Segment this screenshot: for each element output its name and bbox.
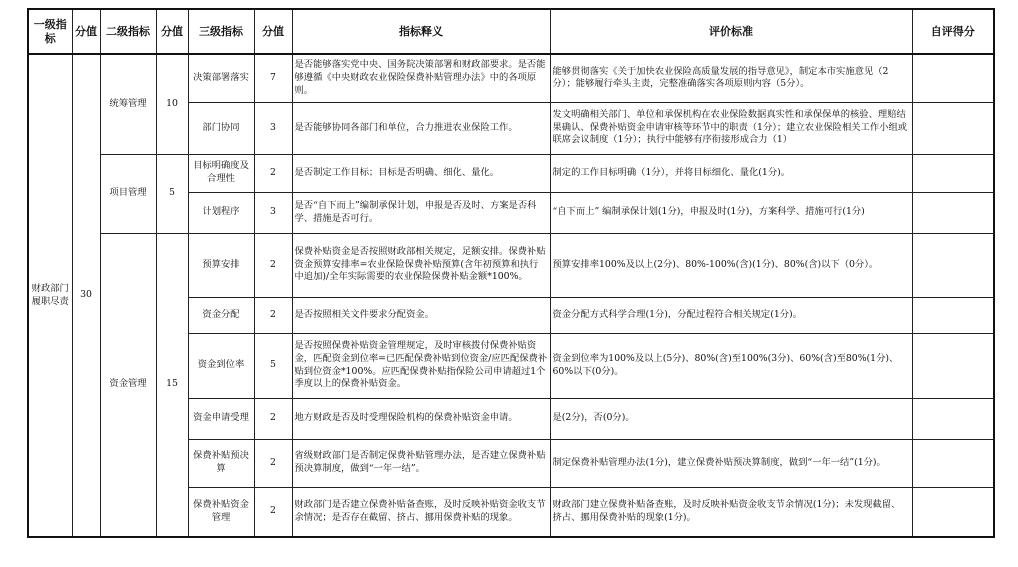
header-criteria: 评价标准 [550, 9, 912, 54]
row-definition: 是否能够协同各部门和单位，合力推进农业保险工作。 [292, 102, 550, 154]
row-criteria: 能够贯彻落实《关于加快农业保险高质量发展的指导意见》，制定本市实施意见（2分）；能够履行牵头主责，完整准确落实各项原则内容（5分）。 [550, 54, 912, 102]
row-name: 保费补贴预决算 [188, 439, 254, 487]
row-definition: 是否能够落实党中央、国务院决策部署和财政部要求。是否能够遵循《中央财政农业保险保费补贴管理办法》中的各项原则。 [292, 54, 550, 102]
row-score: 2 [254, 233, 292, 297]
table-row [28, 54, 994, 102]
row-score: 2 [254, 439, 292, 487]
row-definition: 是否制定工作目标；目标是否明确、细化、量化。 [292, 154, 550, 192]
self-score-cell[interactable] [912, 398, 994, 439]
self-score-cell[interactable] [912, 102, 994, 154]
group-score: 15 [156, 233, 188, 537]
table-row [28, 233, 994, 297]
group-name: 统筹管理 [100, 54, 156, 154]
row-definition: 地方财政是否及时受理保险机构的保费补贴资金申请。 [292, 398, 550, 439]
self-score-cell[interactable] [912, 233, 994, 297]
self-score-cell[interactable] [912, 439, 994, 487]
group-name: 项目管理 [100, 154, 156, 233]
row-criteria: “自下而上” 编制承保计划(1分)，申报及时(1分)，方案科学、措施可行(1分) [550, 192, 912, 233]
row-definition: 保费补贴资金是否按照财政部相关规定，足额安排。保费补贴资金预算安排率=农业保险保费补贴预算(含年初预算和执行中追加)/全年实际需要的农业保险保费补贴金额*100%。 [292, 233, 550, 297]
header-level3: 三级指标 [188, 9, 254, 54]
row-criteria: 资金分配方式科学合理(1分)，分配过程符合相关规定(1分)。 [550, 297, 912, 333]
table-row [28, 154, 994, 192]
row-criteria: 资金到位率为100%及以上(5分)、80%(含)至100%(3分)、60%(含)至80%(1分)、60%以下(0分)。 [550, 333, 912, 398]
row-name: 计划程序 [188, 192, 254, 233]
row-definition: 是否按照相关文件要求分配资金。 [292, 297, 550, 333]
row-criteria: 预算安排率100%及以上(2分)、80%-100%(含)(1分)、80%(含)以下（0分）。 [550, 233, 912, 297]
row-name: 目标明确度及合理性 [188, 154, 254, 192]
level1-score: 30 [72, 54, 100, 537]
row-definition: 财政部门是否建立保费补贴备查账，及时反映补贴资金收支节余情况；是否存在截留、挤占、挪用保费补贴的现象。 [292, 487, 550, 537]
group-score: 10 [156, 54, 188, 154]
level1-name: 财政部门履职尽责 [28, 54, 72, 537]
row-criteria: 制定保费补贴管理办法(1分)，建立保费补贴预决算制度，做到“一年一结”(1分)。 [550, 439, 912, 487]
header-level2: 二级指标 [100, 9, 156, 54]
row-score: 2 [254, 297, 292, 333]
row-criteria: 财政部门建立保费补贴备查账，及时反映补贴资金收支节余情况(1分)；未发现截留、挤占、挪用保费补贴的现象(1分)。 [550, 487, 912, 537]
row-name: 保费补贴资金管理 [188, 487, 254, 537]
row-score: 7 [254, 54, 292, 102]
row-score: 3 [254, 192, 292, 233]
header-definition: 指标释义 [292, 9, 550, 54]
self-score-cell[interactable] [912, 54, 994, 102]
group-name: 资金管理 [100, 233, 156, 537]
row-name: 部门协同 [188, 102, 254, 154]
row-criteria: 是(2分)，否(0分)。 [550, 398, 912, 439]
header-row [28, 9, 994, 54]
row-definition: 是否按照保费补贴资金管理规定，及时审核拨付保费补贴资金，匹配资金到位率=已匹配保费补贴到位资金/应匹配保费补贴到位资金*100%。应匹配保费补贴指保险公司申请超过1个季度以上的保费补贴资金。 [292, 333, 550, 398]
row-score: 2 [254, 487, 292, 537]
row-score: 2 [254, 398, 292, 439]
row-name: 资金分配 [188, 297, 254, 333]
header-level1: 一级指标 [28, 9, 72, 54]
group-score: 5 [156, 154, 188, 233]
header-score2: 分值 [156, 9, 188, 54]
evaluation-table [27, 8, 995, 538]
self-score-cell[interactable] [912, 192, 994, 233]
header-score1: 分值 [72, 9, 100, 54]
row-score: 2 [254, 154, 292, 192]
row-name: 预算安排 [188, 233, 254, 297]
self-score-cell[interactable] [912, 297, 994, 333]
row-name: 资金申请受理 [188, 398, 254, 439]
row-definition: 是否“自下而上”编制承保计划，申报是否及时、方案是否科学、措施是否可行。 [292, 192, 550, 233]
row-name: 决策部署落实 [188, 54, 254, 102]
row-score: 3 [254, 102, 292, 154]
header-score3: 分值 [254, 9, 292, 54]
row-definition: 省级财政部门是否制定保费补贴管理办法，是否建立保费补贴预决算制度，做到“一年一结”。 [292, 439, 550, 487]
self-score-cell[interactable] [912, 333, 994, 398]
self-score-cell[interactable] [912, 154, 994, 192]
row-name: 资金到位率 [188, 333, 254, 398]
self-score-cell[interactable] [912, 487, 994, 537]
row-criteria: 发文明确相关部门、单位和承保机构在农业保险数据真实性和承保保单的核验、理赔结果确认、保费补贴资金申请审核等环节中的职责（1分）；建立农业保险相关工作小组或联席会议制度（1分）；执行中能够有序衔接形成合力（1） [552, 109, 908, 146]
row-criteria: 制定的工作目标明确（1分），并将目标细化、量化(1分)。 [550, 154, 912, 192]
header-self-score: 自评得分 [912, 9, 994, 54]
row-score: 5 [254, 333, 292, 398]
